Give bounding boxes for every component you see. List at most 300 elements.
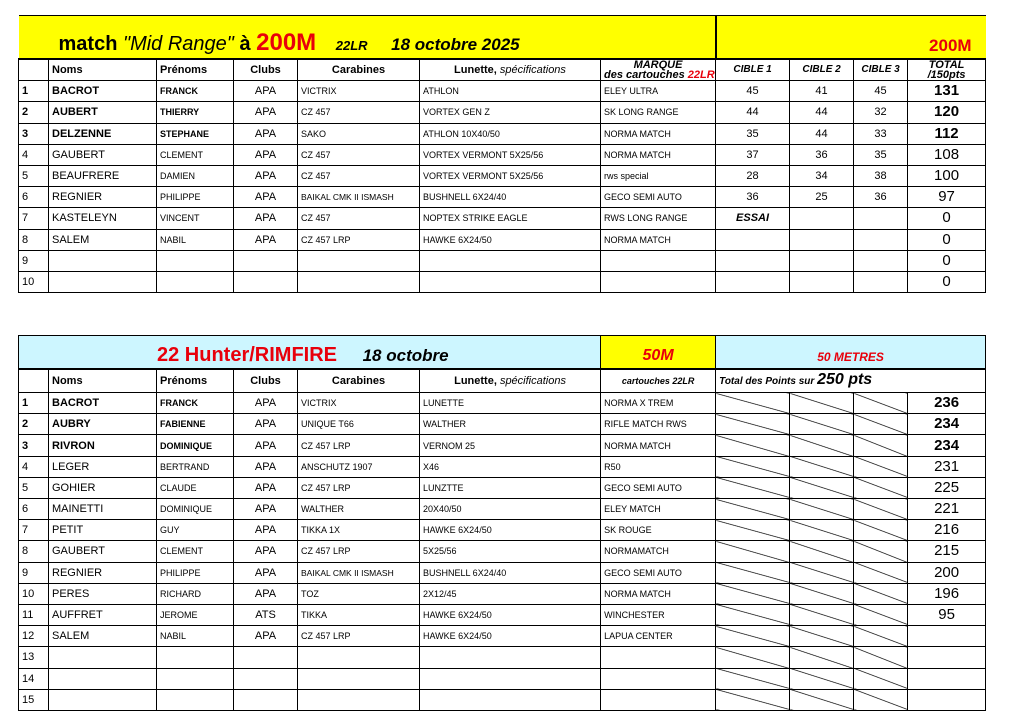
row-club: APA [234,541,298,562]
table-row [19,81,986,102]
row-cartouche: GECO SEMI AUTO [601,562,716,583]
row-nom: BEAUFRERE [49,165,157,186]
row-prenom: NABIL [157,626,234,647]
row-prenom: FRANCK [157,81,234,102]
row-hatch-1 [716,414,790,435]
row-prenom: CLEMENT [157,541,234,562]
row-hatch-3 [854,604,908,625]
row-club: APA [234,102,298,123]
row-cible3 [854,229,908,250]
row-carabine: CZ 457 LRP [298,626,420,647]
row-carabine: VICTRIX [298,81,420,102]
row-lunette: ATHLON [420,81,601,102]
row-total: 200 [908,562,986,583]
row-lunette: 5X25/56 [420,541,601,562]
row-total: 0 [908,250,986,271]
row-cartouche [601,647,716,668]
row-hatch-2 [790,668,854,689]
row-cartouche: GECO SEMI AUTO [601,477,716,498]
row-cartouche [601,689,716,710]
row-club: ATS [234,604,298,625]
table-row [19,165,986,186]
row-rank: 3 [19,123,49,144]
row-club: APA [234,583,298,604]
row-lunette: LUNETTE [420,393,601,414]
row-prenom: DOMINIQUE [157,499,234,520]
row-rank: 2 [19,414,49,435]
row-total: 0 [908,229,986,250]
row-nom: KASTELEYN [49,208,157,229]
row-nom: RIVRON [49,435,157,456]
row-hatch-3 [854,499,908,520]
row-hatch-2 [790,562,854,583]
row-rank: 2 [19,102,49,123]
row-rank: 4 [19,456,49,477]
row-club [234,250,298,271]
row-total [908,626,986,647]
row-lunette: HAWKE 6X24/50 [420,229,601,250]
row-total: 221 [908,499,986,520]
row-nom: PERES [49,583,157,604]
row-nom: LEGER [49,456,157,477]
row-prenom: STEPHANE [157,123,234,144]
row-rank: 10 [19,271,49,292]
match-200m-distance: 200M [716,16,986,60]
row-cible3: 45 [854,81,908,102]
row-club: APA [234,626,298,647]
table-row [19,414,986,435]
col-cible3: CIBLE 3 [854,59,908,81]
row-club: APA [234,477,298,498]
match-50m-metres: 50 METRES [716,336,986,370]
row-hatch-1 [716,435,790,456]
row-lunette: VORTEX GEN Z [420,102,601,123]
row-lunette: ATHLON 10X40/50 [420,123,601,144]
row-hatch-1 [716,689,790,710]
row-hatch-1 [716,647,790,668]
row-club: APA [234,144,298,165]
row-hatch-2 [790,647,854,668]
row-hatch-2 [790,414,854,435]
row-prenom [157,689,234,710]
row-lunette: VORTEX VERMONT 5X25/56 [420,144,601,165]
row-hatch-2 [790,541,854,562]
table-row [19,689,986,710]
table-row [19,668,986,689]
row-hatch-1 [716,456,790,477]
row-hatch-3 [854,414,908,435]
row-rank: 9 [19,562,49,583]
table-row [19,626,986,647]
row-rank: 15 [19,689,49,710]
row-cartouche: NORMA X TREM [601,393,716,414]
row-lunette: 20X40/50 [420,499,601,520]
row-hatch-1 [716,562,790,583]
col-clubs: Clubs [234,59,298,81]
row-cartouche: RWS LONG RANGE [601,208,716,229]
row-total [908,689,986,710]
row-prenom: RICHARD [157,583,234,604]
row-cible3 [854,208,908,229]
row-lunette: WALTHER [420,414,601,435]
row-hatch-2 [790,499,854,520]
table-row [19,562,986,583]
row-lunette: BUSHNELL 6X24/40 [420,187,601,208]
row-nom: GAUBERT [49,144,157,165]
row-cible1 [716,271,790,292]
row-nom [49,689,157,710]
row-nom: REGNIER [49,187,157,208]
row-carabine [298,250,420,271]
row-hatch-2 [790,477,854,498]
row-lunette [420,689,601,710]
col2-carabines: Carabines [298,369,420,393]
row-cible2: 41 [790,81,854,102]
row-nom: AUFFRET [49,604,157,625]
row-carabine: VICTRIX [298,393,420,414]
col2-cartouches: cartouches 22LR [601,369,716,393]
row-prenom: FABIENNE [157,414,234,435]
row-lunette: VERNOM 25 [420,435,601,456]
row-rank: 3 [19,435,49,456]
row-hatch-2 [790,456,854,477]
row-cartouche: LAPUA CENTER [601,626,716,647]
row-total: 216 [908,520,986,541]
row-club: APA [234,520,298,541]
row-carabine [298,668,420,689]
row-total: 215 [908,541,986,562]
row-club: APA [234,414,298,435]
row-cible2: 36 [790,144,854,165]
row-prenom: CLAUDE [157,477,234,498]
col2-lunette: Lunette, spécifications [420,369,601,393]
row-cible1: 36 [716,187,790,208]
table-row [19,499,986,520]
col-total: TOTAL /150pts [908,59,986,81]
row-cible2: 44 [790,123,854,144]
table-row [19,541,986,562]
row-total: 0 [908,271,986,292]
row-rank: 14 [19,668,49,689]
row-prenom: FRANCK [157,393,234,414]
row-nom: GAUBERT [49,541,157,562]
table-row [19,123,986,144]
row-total: 100 [908,165,986,186]
row-lunette [420,668,601,689]
row-prenom: NABIL [157,229,234,250]
row-cartouche: GECO SEMI AUTO [601,187,716,208]
match-200m-table [18,15,986,293]
table-row [19,393,986,414]
row-cible1 [716,250,790,271]
col2-noms: Noms [49,369,157,393]
row-hatch-3 [854,541,908,562]
row-rank: 8 [19,541,49,562]
row-rank: 13 [19,647,49,668]
row-total: 236 [908,393,986,414]
row-total: 108 [908,144,986,165]
row-cible2: 34 [790,165,854,186]
table-row [19,208,986,229]
row-nom: AUBRY [49,414,157,435]
row-nom [49,250,157,271]
row-cartouche: SK LONG RANGE [601,102,716,123]
row-carabine: CZ 457 LRP [298,229,420,250]
row-prenom: DAMIEN [157,165,234,186]
row-prenom [157,271,234,292]
row-lunette [420,647,601,668]
row-club: APA [234,499,298,520]
row-hatch-1 [716,520,790,541]
col-noms: Noms [49,59,157,81]
row-hatch-1 [716,477,790,498]
row-carabine: CZ 457 [298,102,420,123]
row-cartouche: NORMAMATCH [601,541,716,562]
row-prenom: JEROME [157,604,234,625]
match-50m-table [18,335,986,711]
row-carabine: TOZ [298,583,420,604]
row-total: 95 [908,604,986,625]
row-hatch-1 [716,499,790,520]
row-carabine: CZ 457 LRP [298,477,420,498]
row-prenom [157,250,234,271]
row-club [234,689,298,710]
row-hatch-2 [790,393,854,414]
row-hatch-2 [790,604,854,625]
match-200m-title: match "Mid Range" à 200M 22LR 18 octobre 2025 [19,16,716,60]
row-prenom: PHILIPPE [157,187,234,208]
row-cible1: 35 [716,123,790,144]
row-hatch-2 [790,689,854,710]
row-club: APA [234,81,298,102]
row-rank: 7 [19,208,49,229]
row-cartouche: NORMA MATCH [601,144,716,165]
row-hatch-1 [716,626,790,647]
row-hatch-3 [854,626,908,647]
row-total: 0 [908,208,986,229]
row-cible1: 45 [716,81,790,102]
col-marque: MARQUE des cartouches 22LR [601,59,716,81]
row-total: 225 [908,477,986,498]
row-carabine: CZ 457 [298,208,420,229]
row-carabine [298,647,420,668]
row-cible3: 33 [854,123,908,144]
row-carabine: CZ 457 [298,165,420,186]
row-hatch-1 [716,393,790,414]
row-hatch-1 [716,583,790,604]
col-cible2: CIBLE 2 [790,59,854,81]
row-carabine: CZ 457 LRP [298,541,420,562]
row-nom: BACROT [49,81,157,102]
row-lunette: X46 [420,456,601,477]
row-total: 131 [908,81,986,102]
row-hatch-2 [790,626,854,647]
table-row [19,187,986,208]
row-total: 231 [908,456,986,477]
row-cible3: 38 [854,165,908,186]
row-nom: GOHIER [49,477,157,498]
row-cartouche: RIFLE MATCH RWS [601,414,716,435]
row-carabine: SAKO [298,123,420,144]
row-carabine [298,271,420,292]
col2-clubs: Clubs [234,369,298,393]
row-nom: DELZENNE [49,123,157,144]
match-50m-distance: 50M [601,336,716,370]
row-lunette: BUSHNELL 6X24/40 [420,562,601,583]
row-cartouche: NORMA MATCH [601,123,716,144]
row-cartouche: NORMA MATCH [601,229,716,250]
row-prenom: PHILIPPE [157,562,234,583]
row-lunette [420,250,601,271]
row-rank: 11 [19,604,49,625]
col-prenoms: Prénoms [157,59,234,81]
row-cartouche: rws special [601,165,716,186]
row-lunette: NOPTEX STRIKE EAGLE [420,208,601,229]
table-row [19,520,986,541]
row-carabine: UNIQUE T66 [298,414,420,435]
row-club: APA [234,229,298,250]
row-hatch-3 [854,393,908,414]
row-nom [49,647,157,668]
row-cible1: 28 [716,165,790,186]
row-club: APA [234,165,298,186]
row-hatch-1 [716,541,790,562]
table-row [19,271,986,292]
row-cible1: 37 [716,144,790,165]
row-lunette: LUNZTTE [420,477,601,498]
row-club: APA [234,562,298,583]
col2-prenoms: Prénoms [157,369,234,393]
row-nom: SALEM [49,626,157,647]
row-club [234,647,298,668]
row-rank: 5 [19,477,49,498]
row-hatch-2 [790,435,854,456]
row-carabine: CZ 457 [298,144,420,165]
row-hatch-2 [790,520,854,541]
row-club: APA [234,123,298,144]
table-row [19,144,986,165]
row-nom: PETIT [49,520,157,541]
row-rank: 1 [19,81,49,102]
row-cible3: 36 [854,187,908,208]
row-cartouche: NORMA MATCH [601,435,716,456]
row-rank: 6 [19,499,49,520]
table-row [19,435,986,456]
row-nom: AUBERT [49,102,157,123]
match-50m-title: 22 Hunter/RIMFIRE 18 octobre [19,336,601,370]
col-lunette: Lunette, spécifications [420,59,601,81]
row-cible2 [790,271,854,292]
row-total [908,647,986,668]
row-rank: 1 [19,393,49,414]
row-carabine: ANSCHUTZ 1907 [298,456,420,477]
row-nom [49,271,157,292]
row-cartouche [601,271,716,292]
row-rank: 10 [19,583,49,604]
row-carabine: CZ 457 LRP [298,435,420,456]
row-cible1: 44 [716,102,790,123]
row-hatch-3 [854,520,908,541]
row-club: APA [234,208,298,229]
row-cartouche: R50 [601,456,716,477]
table-row [19,583,986,604]
table-row [19,102,986,123]
row-club: APA [234,187,298,208]
row-hatch-3 [854,477,908,498]
row-carabine: TIKKA 1X [298,520,420,541]
col2-total-points: Total des Points sur 250 pts [716,369,986,393]
row-prenom: VINCENT [157,208,234,229]
row-lunette: HAWKE 6X24/50 [420,626,601,647]
row-prenom: DOMINIQUE [157,435,234,456]
row-total: 234 [908,435,986,456]
row-nom: REGNIER [49,562,157,583]
row-nom [49,668,157,689]
row-lunette: VORTEX VERMONT 5X25/56 [420,165,601,186]
row-hatch-3 [854,647,908,668]
table-row [19,229,986,250]
row-lunette: HAWKE 6X24/50 [420,604,601,625]
row-prenom [157,647,234,668]
row-cible2 [790,250,854,271]
row-hatch-3 [854,435,908,456]
row-nom: BACROT [49,393,157,414]
row-total: 196 [908,583,986,604]
row-hatch-3 [854,456,908,477]
row-rank: 8 [19,229,49,250]
row-total: 97 [908,187,986,208]
row-hatch-1 [716,668,790,689]
row-club: APA [234,435,298,456]
row-total: 112 [908,123,986,144]
row-nom: SALEM [49,229,157,250]
table-row [19,477,986,498]
row-carabine: BAIKAL CMK II ISMASH [298,187,420,208]
row-prenom: CLEMENT [157,144,234,165]
row-cible1: ESSAI [716,208,790,229]
row-cartouche: WINCHESTER [601,604,716,625]
row-hatch-3 [854,689,908,710]
row-prenom: BERTRAND [157,456,234,477]
row-hatch-3 [854,562,908,583]
row-lunette [420,271,601,292]
row-total: 234 [908,414,986,435]
row-cible2: 44 [790,102,854,123]
row-cartouche [601,668,716,689]
row-rank: 4 [19,144,49,165]
row-total: 120 [908,102,986,123]
row-cartouche: SK ROUGE [601,520,716,541]
col-cible1: CIBLE 1 [716,59,790,81]
row-prenom: GUY [157,520,234,541]
row-cible2 [790,229,854,250]
row-hatch-1 [716,604,790,625]
row-hatch-2 [790,583,854,604]
row-cible3: 35 [854,144,908,165]
row-nom: MAINETTI [49,499,157,520]
row-rank: 7 [19,520,49,541]
row-club: APA [234,456,298,477]
table-row [19,604,986,625]
row-cible2: 25 [790,187,854,208]
row-rank: 5 [19,165,49,186]
row-cible3 [854,250,908,271]
row-cible3: 32 [854,102,908,123]
row-club: APA [234,393,298,414]
row-prenom [157,668,234,689]
score-sheet [18,15,985,711]
row-cible3 [854,271,908,292]
